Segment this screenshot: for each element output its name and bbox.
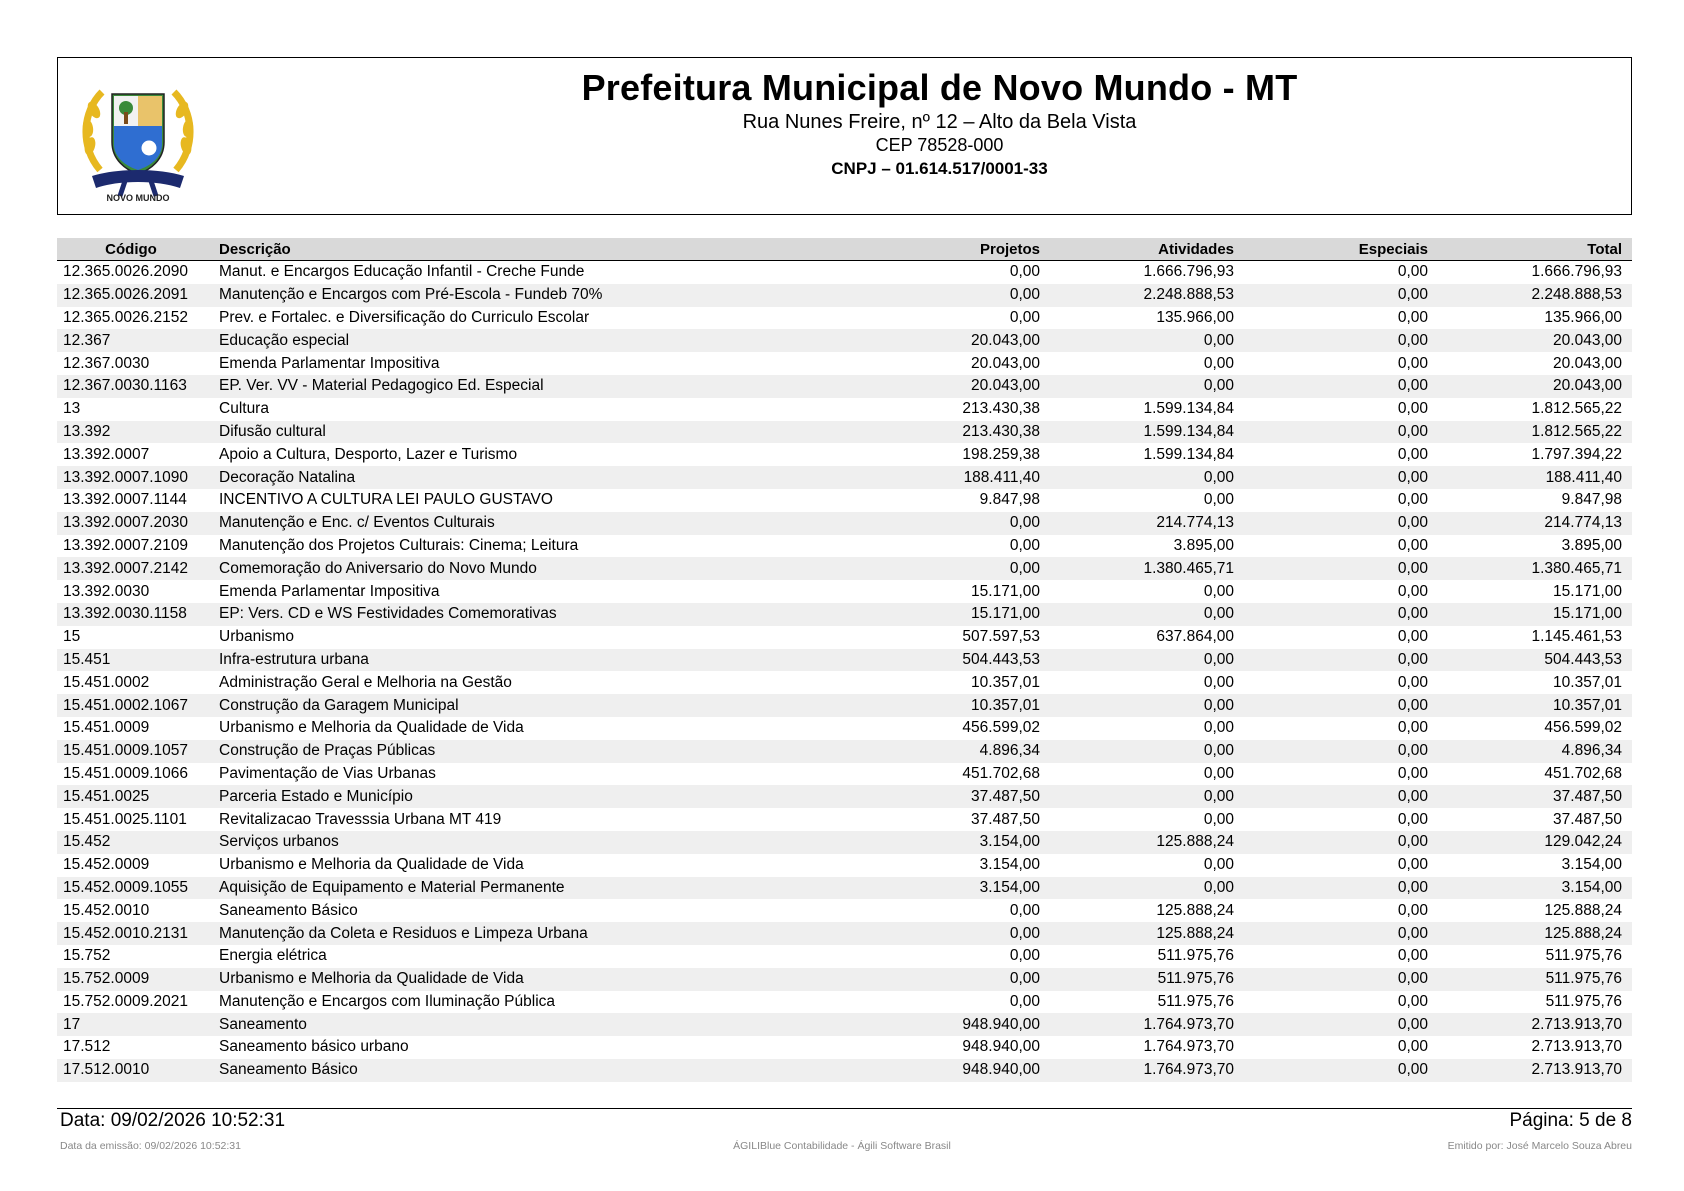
- cell-descricao: Aquisição de Equipamento e Material Permanente: [209, 877, 840, 900]
- table-row: [57, 1013, 1632, 1036]
- cell-descricao: Administração Geral e Melhoria na Gestão: [219, 673, 512, 691]
- cell-especiais: 0,00: [1397, 764, 1428, 782]
- cell-projetos: 0,00: [840, 284, 1050, 307]
- cell-projetos: 0,00: [1009, 992, 1040, 1010]
- footer-date: Data: 09/02/2026 10:52:31: [60, 1110, 286, 1131]
- table-row: [57, 352, 1632, 375]
- table-row: [57, 489, 1632, 512]
- cell-atividades: 1.764.973,70: [1143, 1038, 1234, 1056]
- table-body: [57, 261, 1632, 1082]
- cell-especiais: 0,00: [1244, 1059, 1438, 1082]
- cell-total: 37.487,50: [1553, 810, 1622, 828]
- cell-atividades: 0,00: [1050, 785, 1244, 808]
- cell-atividades: 125.888,24: [1050, 831, 1244, 854]
- cell-atividades: 214.774,13: [1050, 512, 1244, 535]
- cell-atividades: 1.599.134,84: [1143, 445, 1234, 463]
- table-row: [57, 922, 1632, 945]
- table-row: [57, 626, 1632, 649]
- cell-codigo: 13.392.0007.1144: [63, 491, 187, 509]
- cell-codigo: 13.392.0030.1158: [57, 603, 209, 626]
- cell-atividades: 1.666.796,93: [1143, 263, 1234, 281]
- table-row: [57, 421, 1632, 444]
- table-row: [57, 1059, 1632, 1082]
- table-row: [57, 877, 1632, 900]
- budget-table: [57, 238, 1632, 1082]
- cell-total: 1.380.465,71: [1438, 557, 1632, 580]
- cell-total: 456.599,02: [1544, 719, 1622, 737]
- table-row: [57, 512, 1632, 535]
- cell-projetos: 0,00: [840, 922, 1050, 945]
- cell-total: 20.043,00: [1438, 375, 1632, 398]
- cell-descricao: Manutenção da Coleta e Residuos e Limpeza Urbana: [209, 922, 840, 945]
- cell-atividades: 0,00: [1203, 856, 1234, 874]
- cell-total: 15.171,00: [1553, 582, 1622, 600]
- cell-atividades: 511.975,76: [1157, 947, 1234, 965]
- cell-codigo: 15.451.0009.1057: [57, 740, 209, 763]
- cell-codigo: 15.451.0009: [63, 719, 150, 737]
- cell-codigo: 13.392.0007.1090: [57, 466, 209, 489]
- cell-projetos: 20.043,00: [971, 354, 1040, 372]
- cell-atividades: 125.888,24: [1050, 922, 1244, 945]
- cell-especiais: 0,00: [1244, 877, 1438, 900]
- cell-especiais: 0,00: [1397, 400, 1428, 418]
- cell-descricao: Urbanismo e Melhoria da Qualidade de Vida: [219, 856, 524, 874]
- cell-especiais: 0,00: [1397, 947, 1428, 965]
- cell-projetos: 0,00: [840, 968, 1050, 991]
- table-row: [57, 535, 1632, 558]
- cell-atividades: 1.599.134,84: [1143, 400, 1234, 418]
- cell-descricao: Urbanismo: [219, 628, 294, 646]
- cell-codigo: 12.367: [57, 329, 209, 352]
- cell-codigo: 15.452.0009: [63, 856, 150, 874]
- footer-divider: [57, 1108, 1632, 1109]
- cell-codigo: 15.451.0025: [57, 785, 209, 808]
- cell-total: 3.154,00: [1438, 877, 1632, 900]
- cell-descricao: Infra-estrutura urbana: [209, 649, 840, 672]
- cell-codigo: 13.392.0007: [63, 445, 150, 463]
- cell-codigo: 17.512.0010: [57, 1059, 209, 1082]
- cell-descricao: Construção de Praças Públicas: [209, 740, 840, 763]
- cell-atividades: 0,00: [1203, 673, 1234, 691]
- cell-especiais: 0,00: [1244, 284, 1438, 307]
- cell-descricao: Emenda Parlamentar Impositiva: [219, 582, 440, 600]
- logo-text: NOVO MUNDO: [106, 193, 170, 203]
- cell-total: 2.713.913,70: [1531, 1038, 1622, 1056]
- table-row: [57, 649, 1632, 672]
- cell-codigo: 17: [57, 1013, 209, 1036]
- table-row: [57, 991, 1632, 1014]
- table-row: [57, 785, 1632, 808]
- cell-especiais: 0,00: [1397, 719, 1428, 737]
- cell-projetos: 0,00: [1009, 536, 1040, 554]
- cell-especiais: 0,00: [1244, 466, 1438, 489]
- cell-atividades: 1.764.973,70: [1050, 1059, 1244, 1082]
- cell-especiais: 0,00: [1244, 512, 1438, 535]
- cell-total: 511.975,76: [1545, 992, 1622, 1010]
- cell-especiais: 0,00: [1397, 491, 1428, 509]
- cell-descricao: Emenda Parlamentar Impositiva: [219, 354, 440, 372]
- address: Rua Nunes Freire, nº 12 – Alto da Bela Vista: [742, 111, 1137, 133]
- cell-projetos: 4.896,34: [840, 740, 1050, 763]
- cell-projetos: 9.847,98: [979, 491, 1040, 509]
- cell-especiais: 0,00: [1244, 785, 1438, 808]
- cell-projetos: 198.259,38: [962, 445, 1040, 463]
- cell-descricao: INCENTIVO A CULTURA LEI PAULO GUSTAVO: [219, 491, 553, 509]
- cell-descricao: EP. Ver. VV - Material Pedagogico Ed. Especial: [209, 375, 840, 398]
- cell-codigo: 12.367.0030.1163: [57, 375, 209, 398]
- table-row: [57, 945, 1632, 968]
- cell-projetos: 451.702,68: [962, 764, 1040, 782]
- cell-atividades: 0,00: [1050, 466, 1244, 489]
- cell-atividades: 637.864,00: [1156, 628, 1234, 646]
- cell-total: 188.411,40: [1438, 466, 1632, 489]
- cell-total: 9.847,98: [1561, 491, 1622, 509]
- cell-projetos: 948.940,00: [840, 1059, 1050, 1082]
- cell-total: 125.888,24: [1438, 922, 1632, 945]
- cell-total: 2.248.888,53: [1438, 284, 1632, 307]
- cell-descricao: Manutenção e Encargos com Pré-Escola - Fundeb 70%: [209, 284, 840, 307]
- cell-total: 1.812.565,22: [1531, 400, 1622, 418]
- cell-total: 511.975,76: [1438, 968, 1632, 991]
- cell-descricao: Manutenção e Encargos com Iluminação Pública: [219, 992, 556, 1010]
- cell-projetos: 37.487,50: [971, 810, 1040, 828]
- cell-projetos: 0,00: [1009, 263, 1040, 281]
- cell-descricao: Urbanismo e Melhoria da Qualidade de Vida: [219, 719, 524, 737]
- cell-total: 511.975,76: [1545, 947, 1622, 965]
- cell-codigo: 13.392: [57, 421, 209, 444]
- cell-total: 1.666.796,93: [1531, 263, 1622, 281]
- cell-descricao: Manutenção e Enc. c/ Eventos Culturais: [209, 512, 840, 535]
- cell-codigo: 13.392.0007.2142: [57, 557, 209, 580]
- col-header-total: Total: [1438, 238, 1632, 261]
- col-header-especiais: Especiais: [1244, 238, 1438, 261]
- cell-total: 1.812.565,22: [1438, 421, 1632, 444]
- table-row: [57, 375, 1632, 398]
- cell-especiais: 0,00: [1244, 649, 1438, 672]
- cell-especiais: 0,00: [1397, 582, 1428, 600]
- cell-descricao: Parceria Estado e Município: [209, 785, 840, 808]
- cell-codigo: 15: [63, 628, 81, 646]
- cell-total: 125.888,24: [1544, 901, 1622, 919]
- cell-projetos: 10.357,01: [840, 694, 1050, 717]
- table-row: [57, 580, 1632, 603]
- software-credit: ÁGILIBlue Contabilidade - Ágili Software Brasil: [733, 1140, 951, 1152]
- cell-descricao: Difusão cultural: [209, 421, 840, 444]
- cell-descricao: Saneamento básico urbano: [219, 1038, 409, 1056]
- cell-atividades: 1.380.465,71: [1050, 557, 1244, 580]
- cell-total: 20.043,00: [1553, 354, 1622, 372]
- cell-projetos: 0,00: [1009, 901, 1040, 919]
- cell-codigo: 15.451: [57, 649, 209, 672]
- table-row: [57, 694, 1632, 717]
- emission-date: Data da emissão: 09/02/2026 10:52:31: [60, 1140, 241, 1152]
- cell-projetos: 10.357,01: [971, 673, 1040, 691]
- cell-codigo: 15.451.0025.1101: [63, 810, 187, 828]
- cell-atividades: 125.888,24: [1156, 901, 1234, 919]
- cell-descricao: Urbanismo e Melhoria da Qualidade de Vida: [209, 968, 840, 991]
- cell-atividades: 511.975,76: [1157, 992, 1234, 1010]
- cell-especiais: 0,00: [1244, 922, 1438, 945]
- cell-codigo: 15.451.0009.1066: [63, 764, 188, 782]
- cell-descricao: Manut. e Encargos Educação Infantil - Creche Funde: [219, 263, 585, 281]
- cell-especiais: 0,00: [1244, 740, 1438, 763]
- cell-especiais: 0,00: [1397, 856, 1428, 874]
- cell-especiais: 0,00: [1244, 694, 1438, 717]
- cell-codigo: 13.392.0007.2030: [57, 512, 209, 535]
- cell-descricao: Educação especial: [209, 329, 840, 352]
- cell-total: 2.713.913,70: [1438, 1013, 1632, 1036]
- cell-projetos: 213.430,38: [840, 421, 1050, 444]
- cell-atividades: 0,00: [1050, 329, 1244, 352]
- cell-atividades: 0,00: [1050, 375, 1244, 398]
- cell-projetos: 456.599,02: [962, 719, 1040, 737]
- cell-atividades: 0,00: [1203, 582, 1234, 600]
- cell-codigo: 15.752.0009: [57, 968, 209, 991]
- cell-especiais: 0,00: [1397, 992, 1428, 1010]
- cell-descricao: Construção da Garagem Municipal: [209, 694, 840, 717]
- cell-projetos: 188.411,40: [840, 466, 1050, 489]
- cell-atividades: 2.248.888,53: [1050, 284, 1244, 307]
- cell-descricao: Pavimentação de Vias Urbanas: [219, 764, 436, 782]
- cell-total: 4.896,34: [1438, 740, 1632, 763]
- cell-projetos: 3.154,00: [840, 831, 1050, 854]
- cell-total: 3.895,00: [1561, 536, 1622, 554]
- cell-projetos: 213.430,38: [962, 400, 1040, 418]
- cell-atividades: 3.895,00: [1173, 536, 1234, 554]
- cell-total: 129.042,24: [1438, 831, 1632, 854]
- cell-projetos: 3.154,00: [840, 877, 1050, 900]
- table-header-row: [57, 238, 1632, 261]
- cell-especiais: 0,00: [1397, 308, 1428, 326]
- cell-projetos: 507.597,53: [962, 628, 1040, 646]
- cell-total: 2.713.913,70: [1438, 1059, 1632, 1082]
- cell-descricao: Manutenção dos Projetos Culturais: Cinema; Leitura: [219, 536, 579, 554]
- cell-especiais: 0,00: [1397, 673, 1428, 691]
- table-row: [57, 261, 1632, 284]
- cell-atividades: 0,00: [1203, 719, 1234, 737]
- cell-projetos: 3.154,00: [979, 856, 1040, 874]
- table-row: [57, 1036, 1632, 1059]
- cell-especiais: 0,00: [1244, 421, 1438, 444]
- table-row: [57, 831, 1632, 854]
- cell-descricao: Saneamento Básico: [219, 901, 358, 919]
- cell-codigo: 15.452.0009.1055: [57, 877, 209, 900]
- cell-descricao: Prev. e Fortalec. e Diversificação do Curriculo Escolar: [219, 308, 590, 326]
- cell-especiais: 0,00: [1244, 1013, 1438, 1036]
- cell-atividades: 0,00: [1050, 694, 1244, 717]
- cell-atividades: 0,00: [1050, 603, 1244, 626]
- cell-codigo: 15.452.0010: [63, 901, 150, 919]
- cell-descricao: EP: Vers. CD e WS Festividades Comemorativas: [209, 603, 840, 626]
- cell-codigo: 15.451.0002: [63, 673, 150, 691]
- cell-especiais: 0,00: [1397, 1038, 1428, 1056]
- cell-total: 37.487,50: [1438, 785, 1632, 808]
- table-row: [57, 968, 1632, 991]
- cell-codigo: 12.365.0026.2090: [63, 263, 188, 281]
- col-header-codigo: Código: [57, 238, 209, 261]
- cell-total: 214.774,13: [1438, 512, 1632, 535]
- cell-descricao: Saneamento Básico: [209, 1059, 840, 1082]
- table-row: [57, 717, 1632, 740]
- cell-especiais: 0,00: [1397, 445, 1428, 463]
- cell-especiais: 0,00: [1244, 375, 1438, 398]
- cell-projetos: 948.940,00: [962, 1038, 1040, 1056]
- cell-total: 10.357,01: [1553, 673, 1622, 691]
- cell-total: 20.043,00: [1438, 329, 1632, 352]
- cell-codigo: 15.452: [57, 831, 209, 854]
- cnpj: CNPJ – 01.614.517/0001-33: [831, 159, 1048, 178]
- cell-total: 15.171,00: [1438, 603, 1632, 626]
- cell-codigo: 15.452.0010.2131: [57, 922, 209, 945]
- col-header-descricao: Descrição: [209, 238, 840, 261]
- cell-especiais: 0,00: [1397, 354, 1428, 372]
- header-title-block: [58, 66, 1631, 182]
- col-header-atividades: Atividades: [1050, 238, 1244, 261]
- cell-projetos: 15.171,00: [840, 603, 1050, 626]
- issued-by: Emitido por: José Marcelo Souza Abreu: [1447, 1140, 1632, 1152]
- cell-projetos: 15.171,00: [971, 582, 1040, 600]
- table-row: [57, 603, 1632, 626]
- col-header-projetos: Projetos: [840, 238, 1050, 261]
- cell-atividades: 0,00: [1050, 740, 1244, 763]
- page-number: Página: 5 de 8: [1509, 1110, 1632, 1131]
- cell-codigo: 13.392.0030: [63, 582, 150, 600]
- cell-especiais: 0,00: [1244, 329, 1438, 352]
- cell-atividades: 0,00: [1050, 649, 1244, 672]
- cell-projetos: 0,00: [840, 512, 1050, 535]
- cell-codigo: 13: [63, 400, 81, 418]
- cell-atividades: 511.975,76: [1050, 968, 1244, 991]
- cell-atividades: 135.966,00: [1156, 308, 1234, 326]
- cell-descricao: Serviços urbanos: [209, 831, 840, 854]
- cell-atividades: 0,00: [1203, 764, 1234, 782]
- table-row: [57, 443, 1632, 466]
- cell-especiais: 0,00: [1397, 263, 1428, 281]
- cell-atividades: 0,00: [1203, 491, 1234, 509]
- cell-atividades: 0,00: [1050, 877, 1244, 900]
- cell-especiais: 0,00: [1397, 810, 1428, 828]
- cell-descricao: Decoração Natalina: [209, 466, 840, 489]
- cell-projetos: 0,00: [1009, 308, 1040, 326]
- cell-especiais: 0,00: [1244, 603, 1438, 626]
- table-row: [57, 557, 1632, 580]
- cell-projetos: 20.043,00: [840, 329, 1050, 352]
- cell-codigo: 12.365.0026.2091: [57, 284, 209, 307]
- table-row: [57, 854, 1632, 877]
- cell-especiais: 0,00: [1397, 628, 1428, 646]
- cell-codigo: 15.752.0009.2021: [63, 992, 188, 1010]
- cell-atividades: 1.764.973,70: [1050, 1013, 1244, 1036]
- cell-codigo: 15.752: [63, 947, 111, 965]
- table-row: [57, 466, 1632, 489]
- cell-atividades: 0,00: [1203, 354, 1234, 372]
- cell-especiais: 0,00: [1244, 968, 1438, 991]
- cell-atividades: 1.599.134,84: [1050, 421, 1244, 444]
- table-row: [57, 307, 1632, 330]
- table-row: [57, 808, 1632, 831]
- table-row: [57, 329, 1632, 352]
- cell-codigo: 13.392.0007.2109: [63, 536, 188, 554]
- cell-projetos: 948.940,00: [840, 1013, 1050, 1036]
- table-row: [57, 899, 1632, 922]
- table-row: [57, 671, 1632, 694]
- cell-codigo: 12.365.0026.2152: [63, 308, 188, 326]
- cell-total: 1.797.394,22: [1531, 445, 1622, 463]
- page-title: Prefeitura Municipal de Novo Mundo - MT: [581, 67, 1298, 108]
- cell-projetos: 37.487,50: [840, 785, 1050, 808]
- cell-descricao: Apoio a Cultura, Desporto, Lazer e Turismo: [219, 445, 518, 463]
- cell-total: 1.145.461,53: [1531, 628, 1622, 646]
- cell-codigo: 12.367.0030: [63, 354, 150, 372]
- cell-total: 10.357,01: [1438, 694, 1632, 717]
- cell-projetos: 504.443,53: [840, 649, 1050, 672]
- cell-projetos: 0,00: [1009, 947, 1040, 965]
- cell-descricao: Comemoração do Aniversario do Novo Mundo: [209, 557, 840, 580]
- cell-total: 504.443,53: [1438, 649, 1632, 672]
- cell-total: 451.702,68: [1544, 764, 1622, 782]
- cell-especiais: 0,00: [1244, 557, 1438, 580]
- table-row: [57, 284, 1632, 307]
- cell-descricao: Saneamento: [209, 1013, 840, 1036]
- cell-projetos: 20.043,00: [840, 375, 1050, 398]
- cell-total: 3.154,00: [1561, 856, 1622, 874]
- table-row: [57, 398, 1632, 421]
- report-header: [57, 57, 1632, 215]
- cep: CEP 78528-000: [875, 135, 1004, 155]
- cell-descricao: Revitalizacao Travesssia Urbana MT 419: [219, 810, 502, 828]
- cell-total: 135.966,00: [1544, 308, 1622, 326]
- cell-especiais: 0,00: [1244, 831, 1438, 854]
- cell-descricao: Energia elétrica: [219, 947, 327, 965]
- cell-projetos: 0,00: [840, 557, 1050, 580]
- cell-codigo: 17.512: [63, 1038, 111, 1056]
- cell-especiais: 0,00: [1397, 536, 1428, 554]
- table-row: [57, 763, 1632, 786]
- cell-descricao: Cultura: [219, 400, 269, 418]
- cell-atividades: 0,00: [1203, 810, 1234, 828]
- table-row: [57, 740, 1632, 763]
- cell-especiais: 0,00: [1397, 901, 1428, 919]
- cell-codigo: 15.451.0002.1067: [57, 694, 209, 717]
